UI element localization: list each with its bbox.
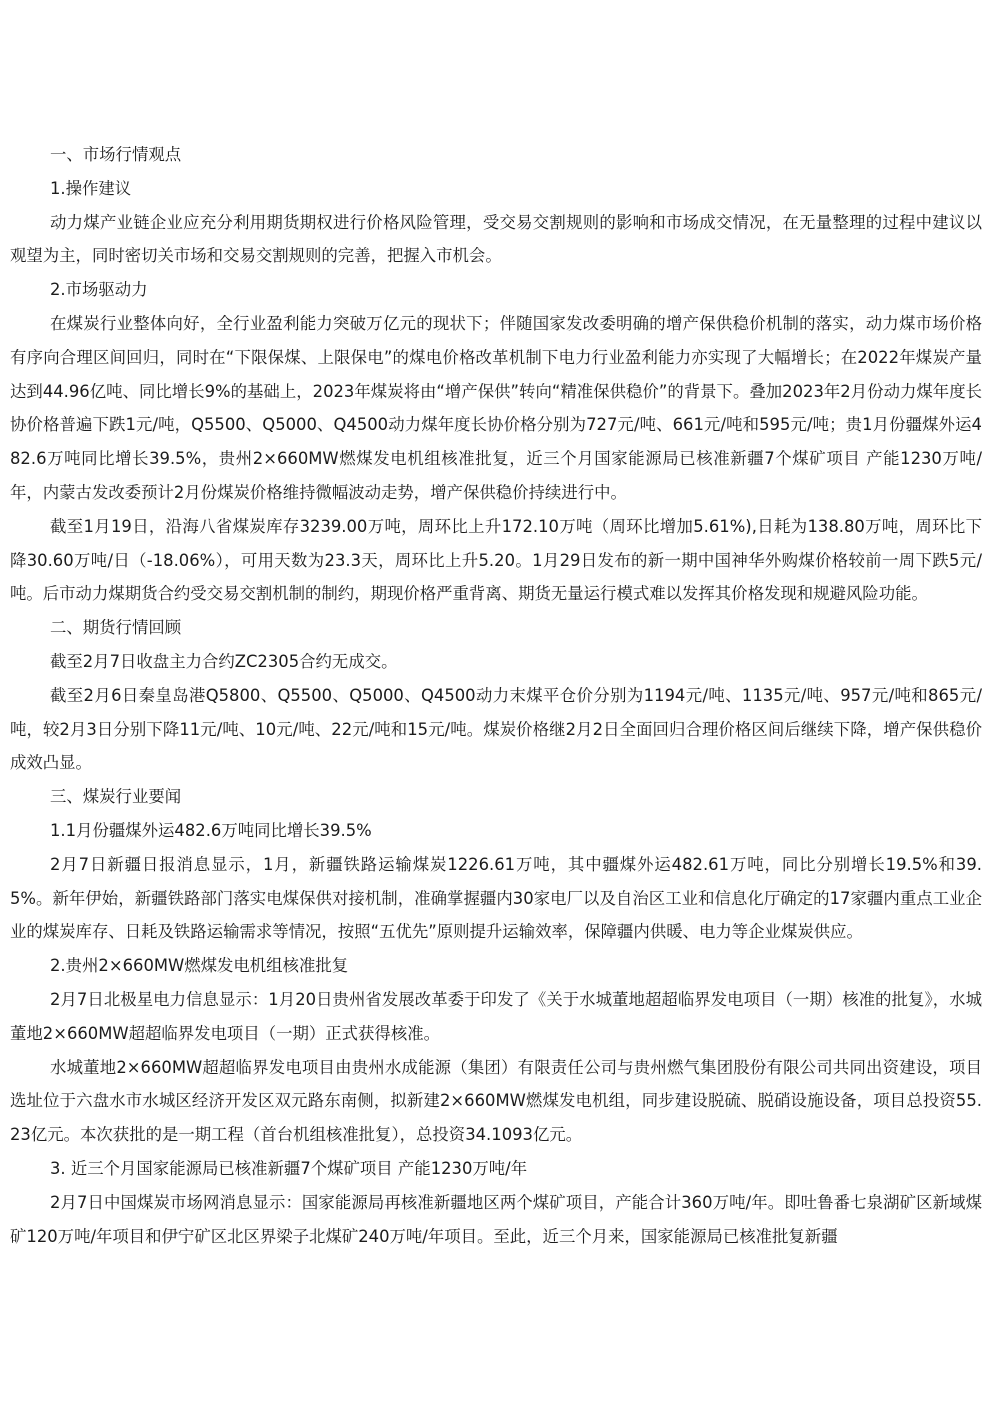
paragraph-xinjiang-coal: 2月7日新疆日报消息显示，1月，新疆铁路运输煤炭1226.61万吨，其中疆煤外运482.61万吨，同比分别增长19.5%和39.5%。新年伊始，新疆铁路部门落实电煤保供对接机制，准确掌握疆内30家电厂以及自治区工业和信息化厅确定的17家疆内重点工业企业的煤炭库存、日耗及铁路运输需求等情况，按照“五优先”原则提升运输效率，保障疆内供暖、电力等企业煤炭供应。 — [10, 854, 982, 942]
paragraph-guizhou-approval: 2月7日北极星电力信息显示：1月20日贵州省发展改革委于印发了《关于水城董地超超临界发电项目（一期）核准的批复》，水城董地2×660MW超超临界发电项目（一期）正式获得核准。 — [10, 989, 982, 1043]
subheading-xinjiang-coal: 1.1月份疆煤外运482.6万吨同比增长39.5% — [50, 820, 372, 840]
paragraph-market-drivers: 在煤炭行业整体向好，全行业盈利能力突破万亿元的现状下；伴随国家发改委明确的增产保供稳价机制的落实，动力煤市场价格有序向合理区间回归，同时在“下限保煤、上限保电”的煤电价格改革机制下电力行业盈利能力亦实现了大幅增长；在2022年煤炭产量达到44.96亿吨、同比增长9%的基础上，2023年煤炭将由“增产保供”转向“精准保供稳价”的背景下。叠加2023年2月份动力煤年度长协价格普遍下跌1元/吨，Q5500、Q5000、Q4500动力煤年度长协价格分别为727元/吨、661元/吨和595元/吨；贵1月份疆煤外运482.6万吨同比增长39.5%，贵州2×660MW燃煤发电机组核准批复，近三个月国家能源局已核准新疆7个煤矿项目 产能1230万吨/年，内蒙古发改委预计2月份煤炭价格维持微幅波动走势，增产保供稳价持续进行中。 — [10, 313, 982, 502]
paragraph-xinjiang-mines: 2月7日中国煤炭市场网消息显示：国家能源局再核准新疆地区两个煤矿项目，产能合计360万吨/年。即吐鲁番七泉湖矿区新域煤矿120万吨/年项目和伊宁矿区北区界梁子北煤矿240万吨/年项目。至此，近三个月来，国家能源局已核准批复新疆 — [10, 1192, 982, 1246]
subheading-xinjiang-mines: 3. 近三个月国家能源局已核准新疆7个煤矿项目 产能1230万吨/年 — [50, 1158, 528, 1178]
section-heading-market-view: 一、市场行情观点 — [50, 145, 182, 164]
section-heading-futures-review: 二、期货行情回顾 — [50, 618, 182, 638]
paragraph-port-prices: 截至2月6日秦皇岛港Q5800、Q5500、Q5000、Q4500动力末煤平仓价分别为1194元/吨、1135元/吨、957元/吨和865元/吨，较2月3日分别下降11元/吨、10元/吨、22元/吨和15元/吨。煤炭价格继2月2日全面回归合理价格区间后继续下降，增产保供稳价成效凸显。 — [10, 685, 982, 773]
subheading-guizhou-units: 2.贵州2×660MW燃煤发电机组核准批复 — [50, 956, 349, 976]
paragraph-operation-advice: 动力煤产业链企业应充分利用期货期权进行价格风险管理，受交易交割规则的影响和市场成交情况，在无量整理的过程中建议以观望为主，同时密切关市场和交易交割规则的完善，把握入市机会。 — [10, 212, 982, 266]
subheading-operation-advice: 1.操作建议 — [50, 178, 132, 198]
paragraph-main-contract: 截至2月7日收盘主力合约ZC2305合约无成交。 — [50, 651, 398, 671]
paragraph-inventory: 截至1月19日，沿海八省煤炭库存3239.00万吨，周环比上升172.10万吨（周环比增加5.61%),日耗为138.80万吨，周环比下降30.60万吨/日（-18.06%），可用天数为23.3天，周环比上升5.20。1月29日发布的新一期中国神华外购煤价格较前一周下跌5元/吨。后市动力煤期货合约受交易交割机制的制约，期现价格严重背离、期货无量运行模式难以发挥其价格发现和规避风险功能。 — [10, 516, 982, 604]
subheading-market-drivers: 2.市场驱动力 — [50, 280, 148, 300]
section-heading-industry-news: 三、煤炭行业要闻 — [50, 787, 182, 807]
document-body — [10, 138, 982, 1253]
paragraph-guizhou-project: 水城董地2×660MW超超临界发电项目由贵州水成能源（集团）有限责任公司与贵州燃气集团股份有限公司共同出资建设，项目选址位于六盘水市水城区经济开发区双元路东南侧，拟新建2×660MW燃煤发电机组，同步建设脱硫、脱硝设施设备，项目总投资55.23亿元。本次获批的是一期工程（首台机组核准批复），总投资34.1093亿元。 — [10, 1057, 982, 1145]
